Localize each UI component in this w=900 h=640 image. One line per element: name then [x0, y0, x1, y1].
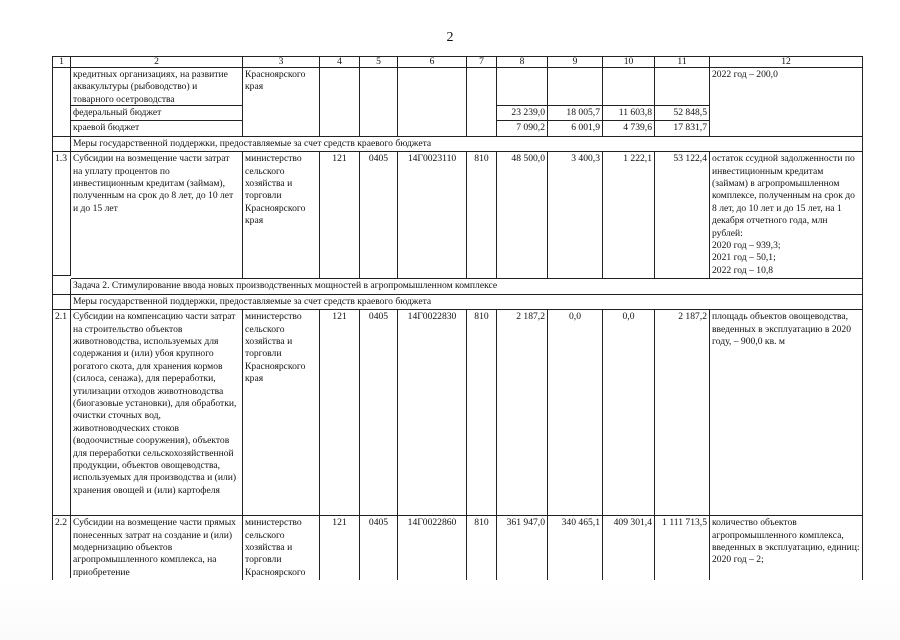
cont-y1-cell — [497, 68, 548, 106]
regional-budget-label: краевой бюджет — [71, 121, 243, 136]
header-cell-5: 5 — [360, 57, 398, 68]
grbs-code: 121 — [320, 516, 360, 580]
federal-total: 52 848,5 — [655, 106, 710, 121]
page-bottom-margin — [0, 578, 900, 640]
section2-num-cell — [53, 295, 71, 310]
cont-csr-cell — [398, 68, 467, 137]
header-cell-11: 11 — [655, 57, 710, 68]
result-2021: 2021 год – 50,1; — [712, 252, 776, 264]
federal-budget-label: федеральный бюджет — [71, 106, 243, 121]
amount-year3: 409 301,4 — [603, 516, 655, 580]
cont-name-cell: кредитных организациях, на развитие аквакультуры (рыбоводство) и товарного осетроводства — [71, 68, 243, 106]
cont-y3-cell — [603, 68, 655, 106]
result-2020: 2020 год – 939,3; — [712, 240, 781, 252]
csr-code: 14Г0022830 — [398, 310, 467, 516]
federal-y2: 18 005,7 — [548, 106, 603, 121]
cont-num-cell — [53, 68, 71, 137]
section1-num-cell — [53, 137, 71, 152]
row-number: 2.2 — [53, 516, 71, 578]
executor: министерство сельского хозяйства и торговли Красноярского края — [243, 310, 320, 516]
executor: министерство сельского хозяйства и торговли Красноярского края — [243, 152, 320, 279]
vr-code: 810 — [467, 516, 497, 580]
cont-result-cell: 2022 год – 200,0 — [710, 68, 863, 137]
rzpr-code: 0405 — [360, 516, 398, 580]
section-heading: Меры государственной поддержки, предоставляемые за счет средств краевого бюджета — [71, 295, 863, 310]
cont-vr-cell — [467, 68, 497, 137]
budget-table — [52, 56, 863, 580]
expected-result — [710, 152, 863, 279]
grbs-code: 121 — [320, 310, 360, 516]
result-2020: 2020 год – 2; — [712, 554, 764, 566]
amount-year3: 0,0 — [603, 310, 655, 516]
header-cell-10: 10 — [603, 57, 655, 68]
grbs-code: 121 — [320, 152, 360, 279]
cont-executor-cell: Красноярского края — [243, 68, 320, 137]
row-number: 2.1 — [53, 310, 71, 516]
rzpr-code: 0405 — [360, 310, 398, 516]
header-cell-7: 7 — [467, 57, 497, 68]
regional-y1: 7 090,2 — [497, 121, 548, 136]
regional-y3: 4 739,6 — [603, 121, 655, 136]
amount-total: 53 122,4 — [655, 152, 710, 279]
regional-y2: 6 001,9 — [548, 121, 603, 136]
cont-rzpr-cell — [360, 68, 398, 137]
vr-code: 810 — [467, 310, 497, 516]
header-cell-6: 6 — [398, 57, 467, 68]
header-cell-1: 1 — [53, 57, 71, 68]
regional-total: 17 831,7 — [655, 121, 710, 136]
row-number: 1.3 — [53, 152, 71, 276]
task2-num-cell — [53, 279, 71, 294]
executor: министерство сельского хозяйства и торговли Красноярского — [243, 516, 320, 580]
vr-code: 810 — [467, 152, 497, 279]
amount-year2: 3 400,3 — [548, 152, 603, 279]
expected-result — [710, 516, 863, 580]
header-cell-2: 2 — [71, 57, 243, 68]
rzpr-code: 0405 — [360, 152, 398, 279]
measure-name: Субсидии на возмещение части прямых понесенных затрат на создание и (или) модернизацию объектов агропромышленного комплекса, на приобретение — [71, 516, 243, 580]
result-2022: 2022 год – 10,8 — [712, 264, 774, 276]
result-text: количество объектов агропромышленного комплекса, введенных в эксплуатацию, единиц: — [712, 517, 860, 553]
header-cell-4: 4 — [320, 57, 360, 68]
task-heading: Задача 2. Стимулирование ввода новых производственных мощностей в агропромышленном комплексе — [71, 279, 863, 294]
measure-name: Субсидии на возмещение части затрат на уплату процентов по инвестиционным кредитам (займам), полученным на срок до 8 лет, до 10 лет и до 15 лет — [71, 152, 243, 279]
csr-code: 14Г0022860 — [398, 516, 467, 580]
amount-year2: 0,0 — [548, 310, 603, 516]
csr-code: 14Г0023110 — [398, 152, 467, 279]
section-heading: Меры государственной поддержки, предоставляемые за счет средств краевого бюджета — [71, 137, 863, 152]
header-cell-8: 8 — [497, 57, 548, 68]
cont-y2-cell — [548, 68, 603, 106]
cont-grbs-cell — [320, 68, 360, 137]
amount-year1: 2 187,2 — [497, 310, 548, 516]
header-cell-9: 9 — [548, 57, 603, 68]
federal-y3: 11 603,8 — [603, 106, 655, 121]
federal-y1: 23 239,0 — [497, 106, 548, 121]
header-cell-3: 3 — [243, 57, 320, 68]
header-cell-12: 12 — [710, 57, 863, 68]
amount-year3: 1 222,1 — [603, 152, 655, 279]
result-text: остаток ссудной задолженности по инвестиционным кредитам (займам) в агропромышленном комплексе, полученным на срок до 8 лет, до 10 лет и до 15 лет, на 1 декабря отчетного года, млн рублей: — [712, 153, 855, 239]
amount-total: 1 111 713,5 — [655, 516, 710, 580]
cont-total-cell — [655, 68, 710, 106]
amount-year1: 361 947,0 — [497, 516, 548, 580]
page-number: 2 — [446, 30, 454, 45]
measure-name: Субсидии на компенсацию части затрат на строительство объектов животноводства, используемых для содержания и (или) убоя крупного рогатого скота, для хранения кормов (силоса, сенажа), для переработки, утилизации отходов животноводства (биогазовые установки), для обработки, очистки сточных вод, животноводческих стоков (водоочистные сооружения), объектов для переработки сельскохозяйственной продукции, объектов овощеводства, используемых для производства и (или) хранения овощей и (или) картофеля — [71, 310, 243, 516]
amount-total: 2 187,2 — [655, 310, 710, 516]
amount-year2: 340 465,1 — [548, 516, 603, 580]
expected-result: площадь объектов овощеводства, введенных в эксплуатацию в 2020 году, – 900,0 кв. м — [710, 310, 863, 516]
amount-year1: 48 500,0 — [497, 152, 548, 279]
